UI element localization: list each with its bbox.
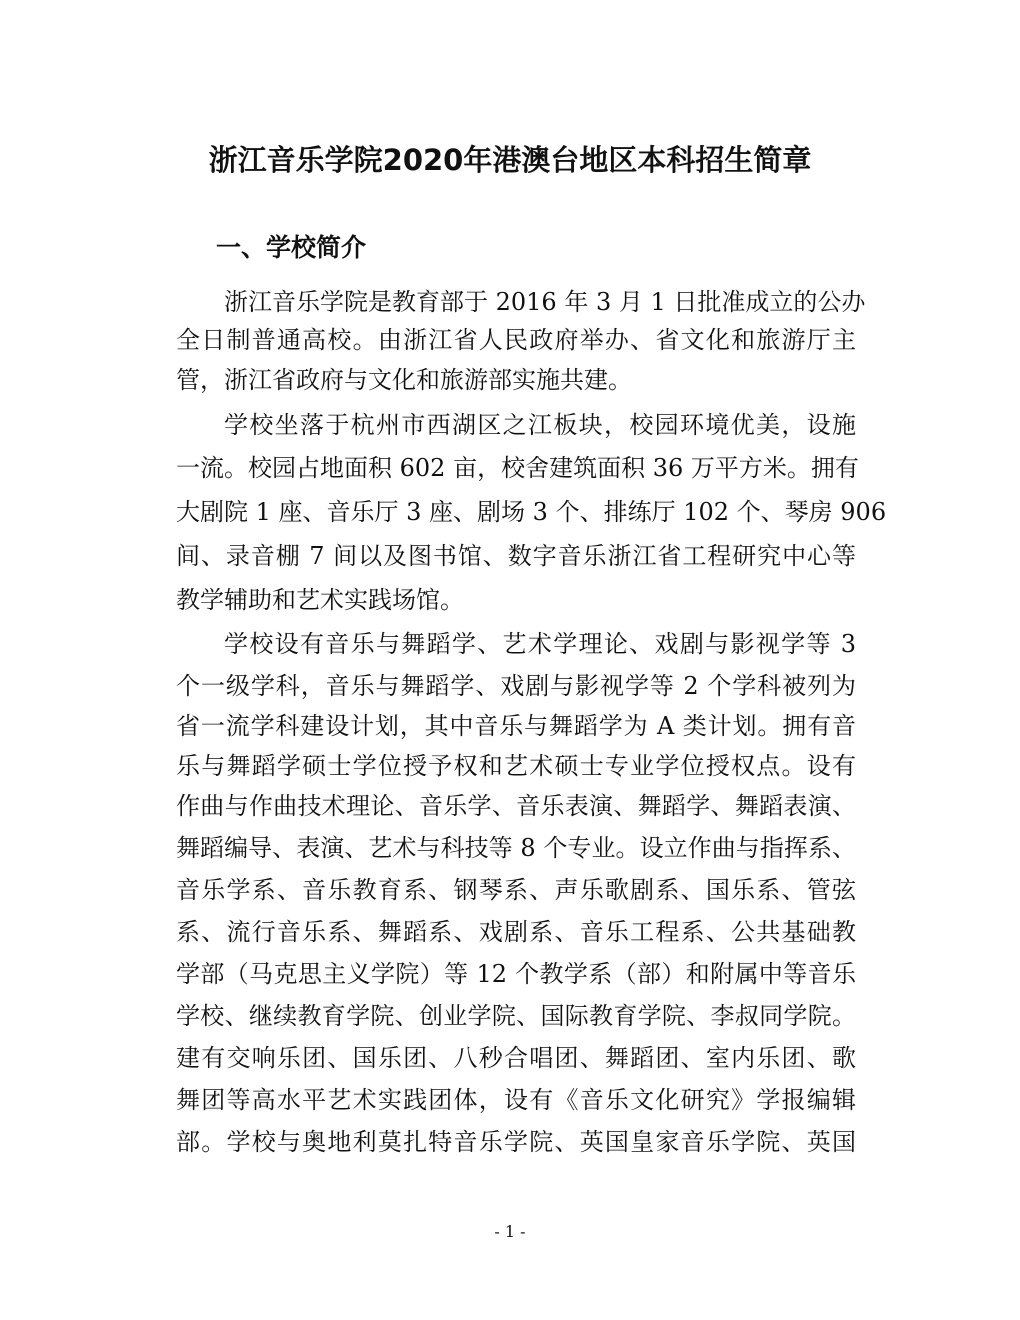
paragraph-line: 作曲与作曲技术理论、音乐学、音乐表演、舞蹈学、舞蹈表演、 bbox=[176, 792, 856, 820]
paragraph-line: 学校、继续教育学院、创业学院、国际教育学院、李叔同学院。 bbox=[176, 1002, 856, 1030]
page-number: - 1 - bbox=[494, 1222, 526, 1241]
paragraph-line: 学部（马克思主义学院）等 12 个教学系（部）和附属中等音乐 bbox=[176, 960, 856, 988]
paragraph-line: 学校坐落于杭州市西湖区之江板块，校园环境优美，设施 bbox=[224, 411, 856, 439]
document-title: 浙江音乐学院2020年港澳台地区本科招生简章 bbox=[208, 143, 812, 177]
paragraph-line: 管，浙江省政府与文化和旅游部实施共建。 bbox=[176, 366, 632, 394]
paragraph-line: 部。学校与奥地利莫扎特音乐学院、英国皇家音乐学院、英国 bbox=[176, 1128, 856, 1156]
paragraph-line: 乐与舞蹈学硕士学位授予权和艺术硕士专业学位授权点。设有 bbox=[176, 752, 856, 780]
paragraph-line: 学校设有音乐与舞蹈学、艺术学理论、戏剧与影视学等 3 bbox=[224, 630, 856, 658]
paragraph-line: 一流。校园占地面积 602 亩，校舍建筑面积 36 万平方米。拥有 bbox=[176, 454, 859, 482]
paragraph-line: 个一级学科，音乐与舞蹈学、戏剧与影视学等 2 个学科被列为 bbox=[176, 672, 856, 700]
paragraph-line: 舞蹈编导、表演、艺术与科技等 8 个专业。设立作曲与指挥系、 bbox=[176, 834, 856, 862]
paragraph-line: 音乐学系、音乐教育系、钢琴系、声乐歌剧系、国乐系、管弦 bbox=[176, 876, 856, 904]
paragraph-line: 教学辅助和艺术实践场馆。 bbox=[176, 586, 464, 614]
paragraph-line: 间、录音棚 7 间以及图书馆、数字音乐浙江省工程研究中心等 bbox=[176, 542, 856, 570]
paragraph-line: 舞团等高水平艺术实践团体，设有《音乐文化研究》学报编辑 bbox=[176, 1086, 856, 1114]
paragraph-line: 省一流学科建设计划，其中音乐与舞蹈学为 A 类计划。拥有音 bbox=[176, 712, 856, 740]
paragraph-line: 浙江音乐学院是教育部于 2016 年 3 月 1 日批准成立的公办 bbox=[224, 288, 866, 316]
paragraph-line: 建有交响乐团、国乐团、八秒合唱团、舞蹈团、室内乐团、歌 bbox=[176, 1044, 856, 1072]
paragraph-line: 全日制普通高校。由浙江省人民政府举办、省文化和旅游厅主 bbox=[176, 326, 856, 354]
section-heading: 一、学校简介 bbox=[216, 233, 367, 262]
paragraph-line: 大剧院 1 座、音乐厅 3 座、剧场 3 个、排练厅 102 个、琴房 906 bbox=[176, 498, 887, 526]
paragraph-line: 系、流行音乐系、舞蹈系、戏剧系、音乐工程系、公共基础教 bbox=[176, 918, 856, 946]
